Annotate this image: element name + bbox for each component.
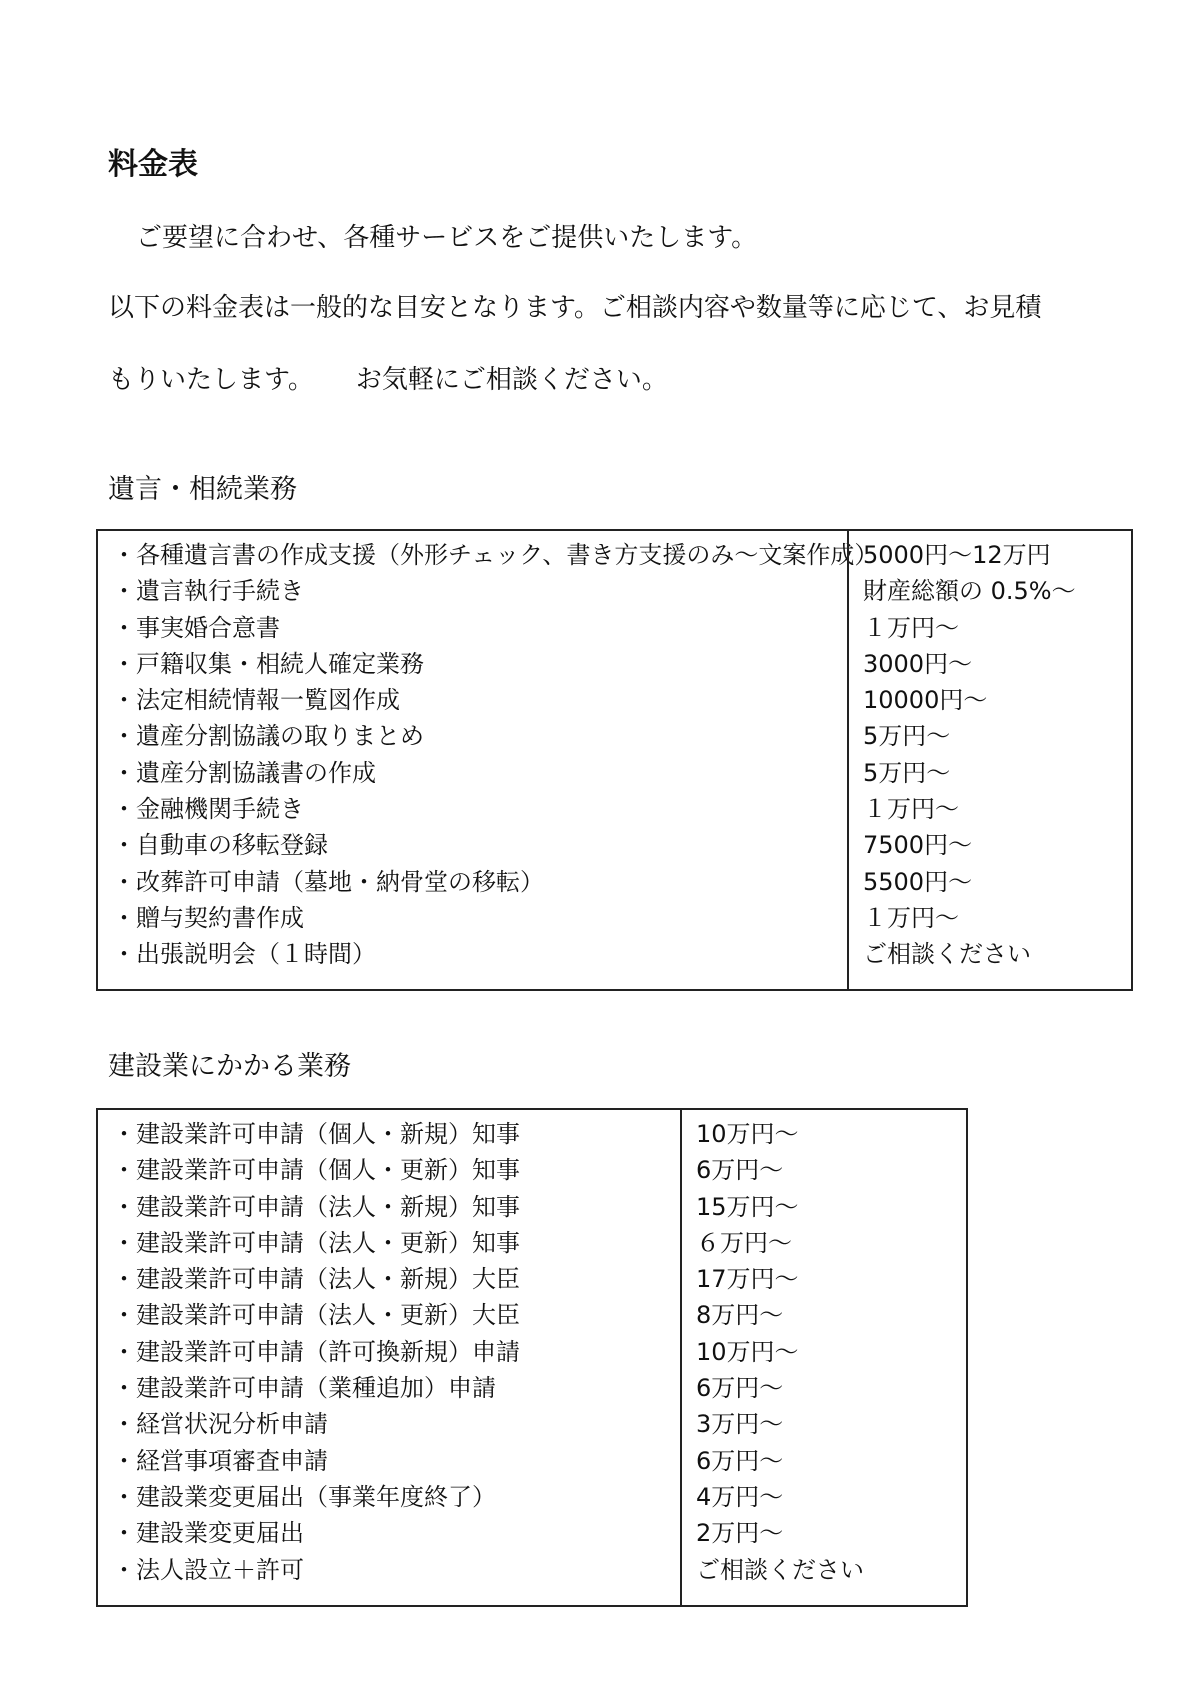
service-item: ・建設業変更届出 xyxy=(112,1519,304,1548)
service-item: ・経営状況分析申請 xyxy=(112,1410,328,1439)
service-price: 10万円～ xyxy=(696,1120,799,1148)
service-price: 8万円～ xyxy=(696,1301,784,1330)
service-price: 10万円～ xyxy=(696,1337,799,1366)
service-price: 6万円～ xyxy=(696,1156,784,1185)
service-item: ・金融機関手続き xyxy=(112,795,304,824)
service-item: ・出張説明会（１時間） xyxy=(112,940,376,969)
service-price: 17万円～ xyxy=(696,1265,799,1294)
item-column xyxy=(98,531,879,989)
service-price: 3000円～ xyxy=(863,649,973,678)
service-price: 2万円～ xyxy=(696,1519,784,1548)
service-item: ・建設業許可申請（法人・新規）大臣 xyxy=(112,1265,520,1294)
service-item: ・遺産分割協議書の作成 xyxy=(112,758,376,787)
service-item: ・改葬許可申請（墓地・納骨堂の移転） xyxy=(112,867,544,896)
intro-line-1: ご要望に合わせ、各種サービスをご提供いたします。 xyxy=(136,223,758,253)
service-item: ・法人設立＋許可 xyxy=(112,1555,304,1584)
service-item: ・経営事項審査申請 xyxy=(112,1446,328,1475)
section-heading-construction: 建設業にかかる業務 xyxy=(108,1051,351,1082)
service-item: ・建設業許可申請（法人・新規）知事 xyxy=(112,1192,520,1221)
service-item: ・遺産分割協議の取りまとめ xyxy=(112,722,424,751)
service-price: ６万円～ xyxy=(696,1228,792,1257)
service-price: 5万円～ xyxy=(863,722,951,751)
service-item: ・建設業許可申請（許可換新規）申請 xyxy=(112,1337,520,1366)
service-price: 5万円～ xyxy=(863,758,951,787)
intro-line-2: 以下の料金表は一般的な目安となります。ご相談内容や数量等に応じて、お見積 xyxy=(108,293,1042,323)
service-price: １万円～ xyxy=(863,613,959,642)
service-item: ・建設業許可申請（業種追加）申請 xyxy=(112,1374,496,1403)
service-price: 6万円～ xyxy=(696,1374,784,1403)
service-price: 7500円～ xyxy=(863,831,973,860)
price-column xyxy=(680,1110,966,1605)
service-item: ・自動車の移転登録 xyxy=(112,831,328,860)
intro-line-3-part-a: もりいたします。 xyxy=(108,365,314,395)
service-item: ・法定相続情報一覧図作成 xyxy=(112,686,400,715)
service-item: ・贈与契約書作成 xyxy=(112,903,304,932)
service-item: ・建設業許可申請（個人・更新）知事 xyxy=(112,1156,520,1185)
service-price: １万円～ xyxy=(863,903,959,932)
fee-table-inheritance xyxy=(96,529,1133,991)
service-item: ・建設業変更届出（事業年度終了） xyxy=(112,1482,496,1511)
service-price: 5500円～ xyxy=(863,867,973,896)
fee-table-construction xyxy=(96,1108,968,1607)
service-price: １万円～ xyxy=(863,795,959,824)
service-item: ・遺言執行手続き xyxy=(112,577,304,606)
service-item: ・戸籍収集・相続人確定業務 xyxy=(112,649,424,678)
page-title: 料金表 xyxy=(108,147,198,182)
intro-line-3-part-b: お気軽にご相談ください。 xyxy=(355,365,668,395)
service-price: 6万円～ xyxy=(696,1446,784,1475)
price-column xyxy=(847,531,1131,989)
service-item: ・事実婚合意書 xyxy=(112,613,280,642)
service-price: 5000円～12万円 xyxy=(863,541,1051,569)
service-item: ・建設業許可申請（個人・新規）知事 xyxy=(112,1120,520,1148)
service-price: 10000円～ xyxy=(863,686,988,715)
service-item: ・各種遺言書の作成支援（外形チェック、書き方支援のみ～文案作成） xyxy=(112,541,879,569)
service-item: ・建設業許可申請（法人・更新）知事 xyxy=(112,1228,520,1257)
service-item: ・建設業許可申請（法人・更新）大臣 xyxy=(112,1301,520,1330)
section-heading-inheritance: 遺言・相続業務 xyxy=(108,474,297,505)
service-price: ご相談ください xyxy=(863,940,1031,969)
service-price: 3万円～ xyxy=(696,1410,784,1439)
service-price: 4万円～ xyxy=(696,1482,784,1511)
intro-line-3 xyxy=(108,362,668,398)
service-price: 15万円～ xyxy=(696,1192,799,1221)
service-price: 財産総額の 0.5%～ xyxy=(863,577,1076,606)
item-column xyxy=(98,1110,680,1605)
service-price: ご相談ください xyxy=(696,1555,864,1584)
